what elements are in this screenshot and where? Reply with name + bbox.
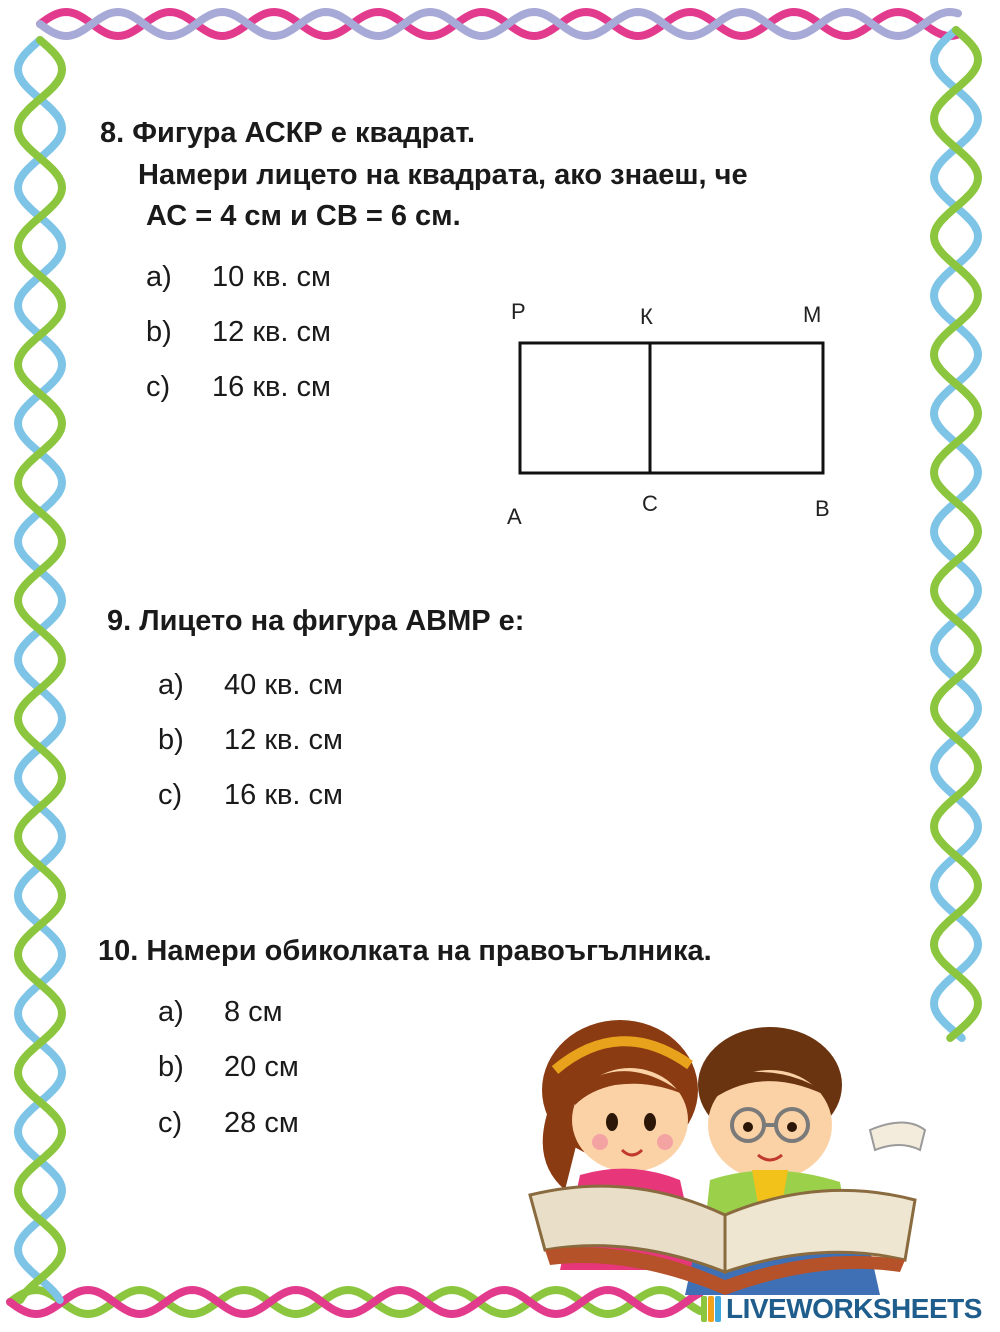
option-letter: c) — [158, 1107, 183, 1139]
rectangle-abmp — [520, 343, 823, 473]
option-text: 16 кв. см — [224, 779, 343, 811]
rectangle-diagram — [500, 330, 840, 490]
vertex-label-a: А — [507, 504, 522, 529]
vertex-label-k: К — [640, 304, 653, 329]
question-8-title-line-3: АС = 4 см и СВ = 6 см. — [146, 200, 461, 232]
question-9-option-c[interactable] — [158, 779, 343, 812]
question-9-title: 9. Лицето на фигура АВМР е: — [107, 605, 525, 637]
option-text: 20 см — [224, 1051, 299, 1083]
option-text: 12 кв. см — [212, 316, 331, 348]
vertex-label-c: С — [642, 491, 658, 516]
option-text: 16 кв. см — [212, 371, 331, 403]
question-8-title-line-2: Намери лицето на квадрата, ако знаеш, че — [138, 159, 748, 191]
vertex-label-p: Р — [511, 299, 526, 324]
option-letter: a) — [146, 261, 172, 293]
vertex-label-m: М — [803, 302, 822, 327]
option-text: 8 см — [224, 996, 283, 1028]
kids-reading-illustration — [520, 1010, 940, 1300]
option-text: 10 кв. см — [212, 261, 331, 293]
question-8-title-line-1: 8. Фигура АСКР е квадрат. — [100, 117, 476, 149]
question-8-option-b[interactable] — [146, 316, 331, 349]
question-10-option-a[interactable] — [158, 996, 283, 1029]
question-9-option-a[interactable] — [158, 669, 343, 702]
option-letter: b) — [158, 724, 184, 756]
option-text: 12 кв. см — [224, 724, 343, 756]
option-letter: c) — [158, 779, 183, 811]
option-text: 40 кв. см — [224, 669, 343, 701]
option-letter: b) — [158, 1051, 184, 1083]
option-letter: a) — [158, 669, 184, 701]
frame-strand — [934, 30, 978, 1038]
question-10-option-b[interactable] — [158, 1051, 299, 1084]
liveworksheets-logo — [700, 1292, 982, 1326]
question-8-option-a[interactable] — [146, 261, 331, 294]
option-letter: c) — [146, 371, 171, 403]
vertex-label-b: В — [815, 496, 830, 521]
brand-text: LIVEWORKSHEETS — [726, 1293, 982, 1324]
option-text: 28 см — [224, 1107, 299, 1139]
option-letter: a) — [158, 996, 184, 1028]
question-9-option-b[interactable] — [158, 724, 343, 757]
option-letter: b) — [146, 316, 172, 348]
question-10-option-c[interactable] — [158, 1107, 299, 1140]
question-10-title: 10. Намери обиколката на правоъгълника. — [98, 935, 712, 967]
frame-strand — [934, 30, 978, 1038]
logo-icon — [700, 1294, 722, 1324]
question-8-option-c[interactable] — [146, 371, 331, 404]
